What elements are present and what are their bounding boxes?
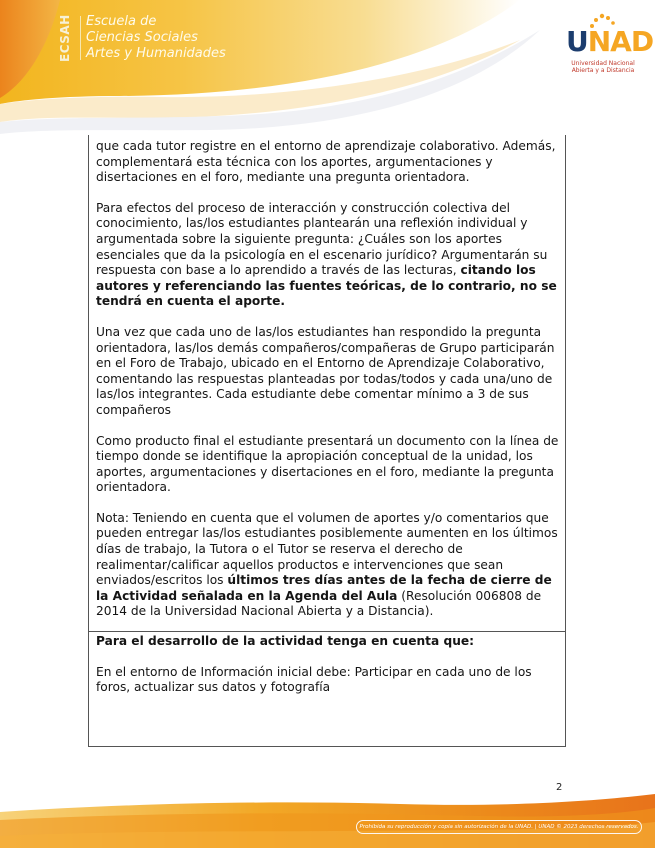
school-line-1: Escuela de bbox=[86, 14, 157, 29]
considerations-cell bbox=[89, 632, 565, 746]
logo-wordmark bbox=[566, 25, 654, 58]
paragraph-final-product: Como producto final el estudiante presentará un documento con la línea de tiempo donde se identifique la apropiación conceptual de la unidad, los aportes, argumentaciones y disertaciones en el foro, mediante la pregunta orientadora. bbox=[96, 433, 559, 495]
header-divider bbox=[80, 16, 81, 60]
activity-description-cell bbox=[89, 135, 565, 632]
school-line-2: Ciencias Sociales bbox=[86, 30, 198, 45]
footer-copyright-note: Prohibida su reproducción y copia sin autorización de la UNAD. | UNAD © 2023 derechos reservados. bbox=[356, 820, 642, 834]
page-number: 2 bbox=[556, 782, 563, 793]
paragraph-collaborative: que cada tutor registre en el entorno de aprendizaje colaborativo. Además, complementará esta técnica con los aportes, argumentaciones y disertaciones en el foro, mediante una pregunta orientadora. bbox=[96, 139, 556, 185]
logo-university-name bbox=[560, 60, 646, 74]
paragraph-note-text-2: (Resolución 006808 de 2014 de la Universidad Nacional Abierta y a Distancia). bbox=[96, 588, 542, 619]
paragraph-note bbox=[96, 511, 559, 620]
logo-university-line-1: Universidad Nacional bbox=[571, 60, 635, 67]
ecsah-vertical-label: ECSAH bbox=[58, 14, 72, 62]
paragraph-forum: Una vez que cada uno de las/los estudiantes han respondido la pregunta orientadora, las/los demás compañeros/compañeras de Grupo participarán en el Foro de Trabajo, ubicado en el Entorno de Aprendizaje Colaborativo, comentando las respuestas planteadas por todas/todos y cada una/uno de las/los integrantes. Cada estudiante debe comentar mínimo a 3 de sus compañeros bbox=[96, 324, 555, 417]
considerations-heading: Para el desarrollo de la actividad tenga en cuenta que: bbox=[96, 634, 475, 648]
logo-university-line-2: Abierta y a Distancia bbox=[571, 67, 635, 74]
paragraph-reflection-text: Para efectos del proceso de interacción y construcción colectiva del conocimiento, las/los estudiantes plantearán una reflexión individual y argumentada sobre la siguiente pregunta: ¿Cuáles son los aportes esenciales que da la psicología en el escenario jurídico? Argumentarán su respuesta con base a lo aprendido a través de las lecturas, bbox=[96, 200, 548, 278]
unad-logo bbox=[560, 12, 654, 86]
paragraph-reflection bbox=[96, 201, 559, 310]
paragraph-note-bold: últimos tres días antes de la fecha de cierre de la Actividad señalada en la Agenda del Aula bbox=[96, 573, 552, 603]
school-name bbox=[86, 14, 226, 62]
paragraph-reflection-bold: citando los autores y referenciando las fuentes teóricas, de lo contrario, no se tendrá en cuenta el aporte. bbox=[96, 263, 557, 309]
paragraph-note-text-1: Nota: Teniendo en cuenta que el volumen de aportes y/o comentarios que pueden entregar las/los estudiantes posiblemente aumenten en los últimos días de trabajo, la Tutora o el Tutor se reserva el derecho de realimentar/calificar aquellos productos e intervenciones que sean enviados/escritos los bbox=[96, 510, 558, 588]
footer-banner bbox=[0, 790, 655, 848]
school-line-3: Artes y Humanidades bbox=[86, 46, 226, 61]
considerations-text: En el entorno de Información inicial debe: Participar en cada uno de los foros, actualizar sus datos y fotografía bbox=[96, 664, 532, 695]
logo-nad: NAD bbox=[587, 25, 654, 58]
activity-table bbox=[88, 135, 566, 747]
logo-u: U bbox=[566, 25, 588, 58]
